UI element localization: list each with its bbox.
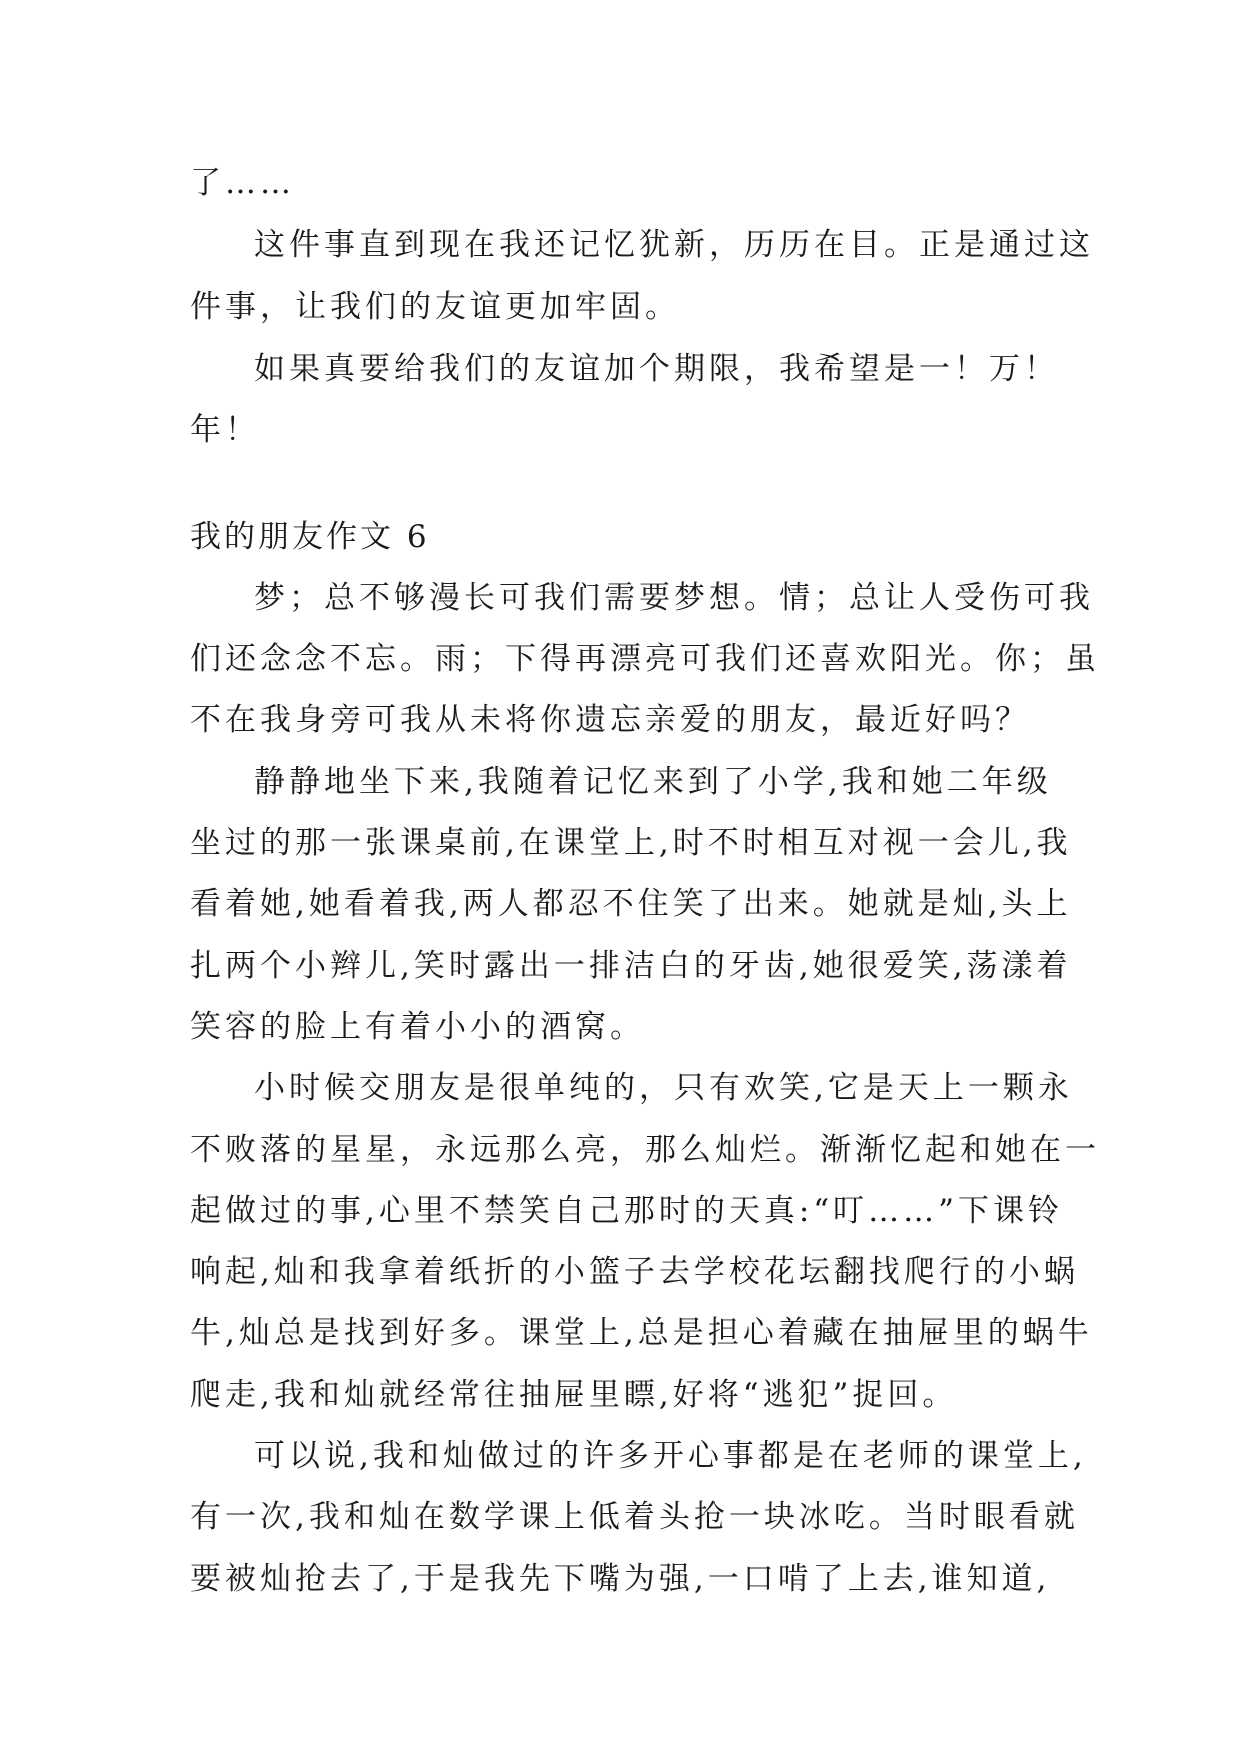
text-line: 要被灿抢去了,于是我先下嘴为强,一口啃了上去,谁知道, [190,1561,1051,1597]
paragraph-start: 这件事直到现在我还记忆犹新，历历在目。正是通过这 [254,227,1094,263]
text-line: 不败落的星星，永远那么亮，那么灿烂。渐渐忆起和她在一 [190,1132,1100,1168]
paragraph-start: 梦；总不够漫长可我们需要梦想。情；总让人受伤可我 [254,580,1094,616]
paragraph-start: 小时候交朋友是很单纯的，只有欢笑,它是天上一颗永 [254,1070,1073,1106]
text-line: 了…… [190,165,295,201]
text-line: 坐过的那一张课桌前,在课堂上,时不时相互对视一会儿,我 [190,825,1072,861]
paragraph-start: 静静地坐下来,我随着记忆来到了小学,我和她二年级 [254,764,1052,800]
text-line: 笑容的脸上有着小小的酒窝。 [190,1009,645,1045]
paragraph-start: 可以说,我和灿做过的许多开心事都是在老师的课堂上, [254,1438,1087,1474]
text-line: 爬走,我和灿就经常往抽屉里瞟,好将“逃犯”捉回。 [190,1377,958,1413]
text-line: 起做过的事,心里不禁笑自己那时的天真:“叮……”下课铃 [190,1193,1063,1229]
text-line: 扎两个小辫儿,笑时露出一排洁白的牙齿,她很爱笑,荡漾着 [190,948,1072,984]
text-line: 们还念念不忘。雨；下得再漂亮可我们还喜欢阳光。你；虽 [190,641,1100,677]
text-line: 看着她,她看着我,两人都忍不住笑了出来。她就是灿,头上 [190,886,1072,922]
text-line: 牛,灿总是找到好多。课堂上,总是担心着藏在抽屉里的蜗牛 [190,1315,1093,1351]
text-line: 响起,灿和我拿着纸折的小篮子去学校花坛翻找爬行的小蜗 [190,1254,1079,1290]
text-line: 年！ [190,412,260,448]
text-line: 件事，让我们的友谊更加牢固。 [190,289,680,325]
paragraph-start: 如果真要给我们的友谊加个期限，我希望是一！万！ [254,351,1059,387]
text-line: 有一次,我和灿在数学课上低着头抢一块冰吃。当时眼看就 [190,1499,1079,1535]
section-heading: 我的朋友作文 6 [190,519,430,555]
text-line: 不在我身旁可我从未将你遗忘亲爱的朋友，最近好吗？ [190,702,1030,738]
